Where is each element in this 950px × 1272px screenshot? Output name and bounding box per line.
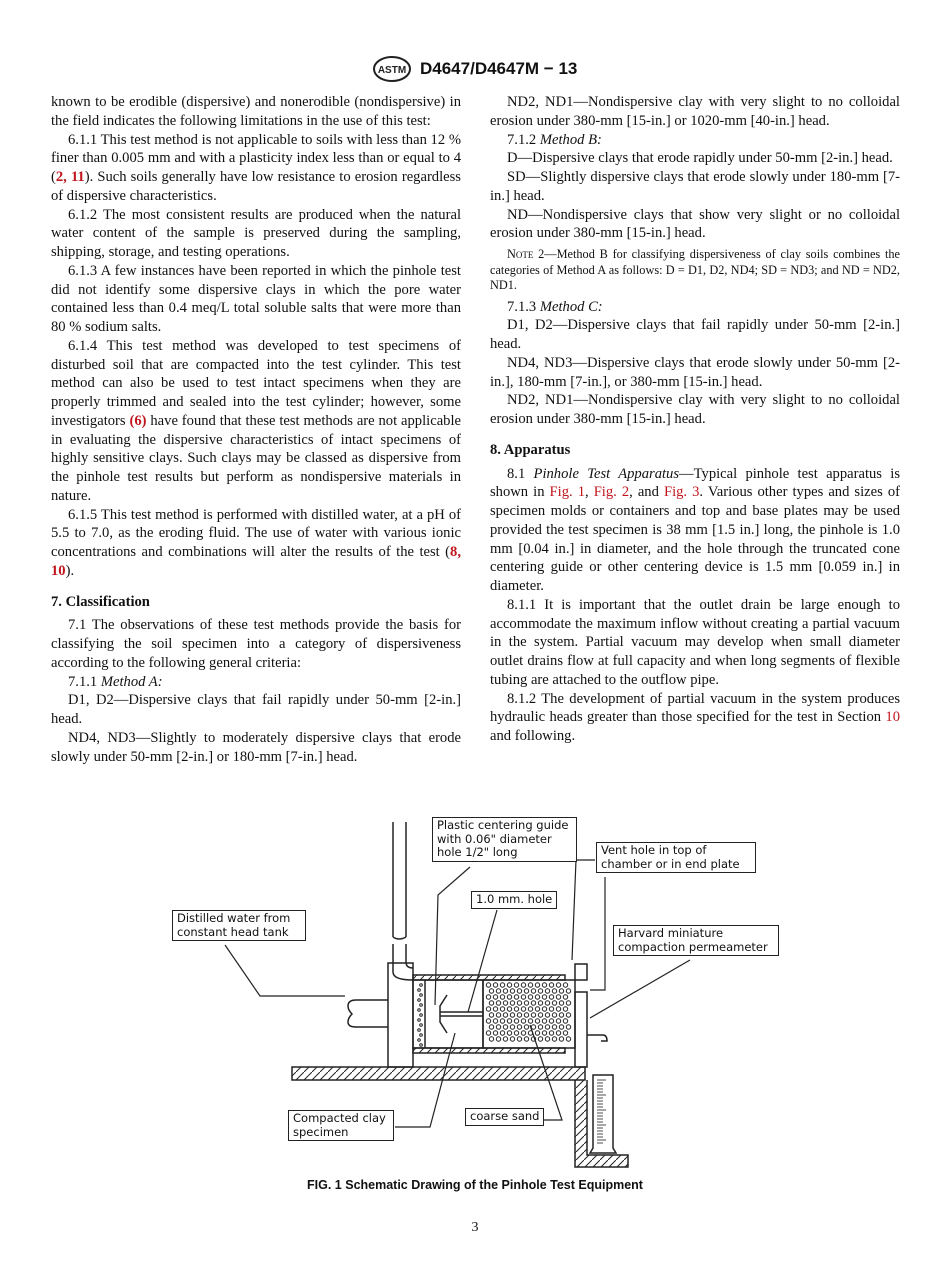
section-heading-classification: 7. Classification xyxy=(51,593,150,610)
text: , and xyxy=(629,484,664,501)
text: ). xyxy=(65,562,75,579)
paragraph: ND4, ND3—Dispersive clays that erode slowly under 50-mm [2-in.], 180-mm [7-in.], or 380-mm [15-in.] head. xyxy=(490,354,900,390)
label-distilled-water: Distilled water from constant head tank xyxy=(172,910,306,941)
reference-link[interactable]: 2, 11 xyxy=(55,169,85,185)
text: 6.1.1 This test method is not applicable to soils with less than 12 % finer than 0.005 mm and with a plasticity index less than or equal to 4 ( xyxy=(51,131,461,185)
label-compacted-clay: Compacted clay specimen xyxy=(288,1110,394,1141)
document-designation: D4647/D4647M − 13 xyxy=(420,59,578,78)
text: ). Such soils generally have low resistance to erosion regardless of dispersive characteristics. xyxy=(51,169,461,204)
paragraph-6-1-3: 6.1.3 A few instances have been reported in which the pinhole test did not identify some dispersive clays in which the pore water contained less than 0.4 meq/L total soluble salts that were more than 80 % sodium salts. xyxy=(51,262,461,335)
paragraph-6-1-2: 6.1.2 The most consistent results are produced when the natural water content of the sample is preserved during the sampling, shipping, storage, and testing operations. xyxy=(51,206,461,260)
figure-link[interactable]: Fig. 2 xyxy=(593,484,630,501)
paragraph-8-1-1: 8.1.1 It is important that the outlet drain be large enough to accommodate the maximum inflow without creating a partial vacuum in the system. Partial vacuum may develop when small diameter outlet drains flow at full capacity and when long segments of flexible tubing are attached to the outflow pipe. xyxy=(490,596,900,688)
text: 7.1.1 xyxy=(68,673,101,690)
label-vent-hole: Vent hole in top of chamber or in end plate xyxy=(596,842,756,873)
text: Method B: xyxy=(539,131,602,148)
paragraph: D1, D2—Dispersive clays that fail rapidly under 50-mm [2-in.] head. xyxy=(490,317,900,352)
text: —Method B for classifying dispersiveness of clay soils combines the categories of Method A as follows: D = D1, D2, ND4; SD = ND3; and ND = ND2, ND1. xyxy=(490,247,900,292)
guide-fill xyxy=(418,984,423,1047)
svg-text:ASTM: ASTM xyxy=(377,65,407,76)
text: 7.1.3 xyxy=(507,298,540,315)
text: . Various other types and sizes of specimen molds or containers and top and base plates may be used provided the test specimen is 38 mm [1.5 in.] long, the pinhole is 1.0 mm [0.04 in.] in diameter, and the hole through the truncated cone centering guide or other centering device is 1.5 mm [0.059 in.] in diameter. xyxy=(490,484,900,594)
inlet-pipe xyxy=(348,1000,388,1027)
section-link[interactable]: 10 xyxy=(885,709,900,726)
figure-link[interactable]: Fig. 1 xyxy=(549,484,585,501)
paragraph: D1, D2—Dispersive clays that fail rapidly under 50-mm [2-in.] head. xyxy=(51,692,461,727)
outlet-pipe xyxy=(587,1035,607,1041)
centering-guide xyxy=(440,995,483,1033)
reference-link[interactable]: 8, 10 xyxy=(51,544,461,579)
label-coarse-sand: coarse sand xyxy=(465,1108,544,1126)
text: and following. xyxy=(490,728,576,744)
text: Pinhole Test Apparatus xyxy=(533,465,680,482)
paragraph: ND—Nondispersive clays that show very slight or no colloidal erosion under 380-mm [15-in.] head. xyxy=(490,206,900,242)
vent-plug xyxy=(575,964,587,980)
text: have found that these test methods are not applicable in evaluating the dispersive characteristics of intact specimens of highly sensitive clays. Such clays may be classed as dispersive from the pinhole test results but perform as nondispersive materials in nature. xyxy=(51,412,462,504)
graduated-cylinder xyxy=(590,1075,616,1153)
reference-link[interactable]: (6) xyxy=(129,412,147,429)
label-pinhole: 1.0 mm. hole xyxy=(471,891,557,909)
note-label: Note 2 xyxy=(507,247,545,261)
text: 7.1.2 xyxy=(507,131,540,148)
label-centering-guide: Plastic centering guide with 0.06" diameter hole 1/2" long xyxy=(432,817,577,862)
paragraph: ND2, ND1—Nondispersive clay with very slight to no colloidal erosion under 380-mm [15-in.] or 1020-mm [40-in.] head. xyxy=(490,94,900,129)
paragraph: known to be erodible (dispersive) and nonerodible (nondispersive) in the field indicates the following limitations in the use of this test: xyxy=(51,94,461,129)
paragraph: D—Dispersive clays that erode rapidly under 50-mm [2-in.] head. xyxy=(507,150,893,167)
figure-link[interactable]: Fig. 3 xyxy=(663,484,700,501)
label-permeameter: Harvard miniature compaction permeameter xyxy=(613,925,779,956)
section-heading-apparatus: 8. Apparatus xyxy=(490,441,571,458)
text: 6.1.5 This test method is performed with distilled water, at a pH of 5.5 to 7.0, as the eroding fluid. The use of water with various ionic concentrations and combinations will alter the results of the test ( xyxy=(51,506,461,560)
standpipe xyxy=(393,822,413,980)
coarse-sand-fill xyxy=(486,983,570,1041)
paragraph: SD—Slightly dispersive clays that erode slowly under 180-mm [7-in.] head. xyxy=(490,169,900,204)
text: Method A: xyxy=(100,673,163,690)
text: —Typical pinhole test apparatus is shown in xyxy=(490,465,900,501)
end-plate xyxy=(575,992,587,1067)
text: 8.1.2 The development of partial vacuum in the system produces hydraulic heads greater than those specified for the test in Section xyxy=(490,690,900,726)
base-plate xyxy=(292,1067,585,1080)
text: , xyxy=(585,484,594,501)
text: 8.1 xyxy=(507,465,534,482)
text: 6.1.4 This test method was developed to test specimens of disturbed soil that are compacted into the test cylinder. This test method can also be used to test intact specimens when they are properly trimmed and sealed into the test cylinder; however, some investigators xyxy=(51,337,461,429)
specimen-chamber xyxy=(413,980,483,1048)
paragraph: ND2, ND1—Nondispersive clay with very slight to no colloidal erosion under 380-mm [15-in.] head. xyxy=(490,392,900,427)
paragraph: ND4, ND3—Slightly to moderately dispersive clays that erode slowly under 50-mm [2-in.] or 180-mm [7-in.] head. xyxy=(51,729,461,765)
cylinder-graduations xyxy=(597,1080,606,1143)
stand xyxy=(575,1080,628,1167)
paragraph-7-1: 7.1 The observations of these test methods provide the basis for classifying the soil specimen into a category of dispersiveness according to the following general criteria: xyxy=(51,617,461,671)
figure-caption: FIG. 1 Schematic Drawing of the Pinhole Test Equipment xyxy=(307,1178,643,1192)
leader-lines xyxy=(225,860,690,1127)
page-number: 3 xyxy=(471,1220,479,1235)
text: Method C: xyxy=(539,298,603,315)
